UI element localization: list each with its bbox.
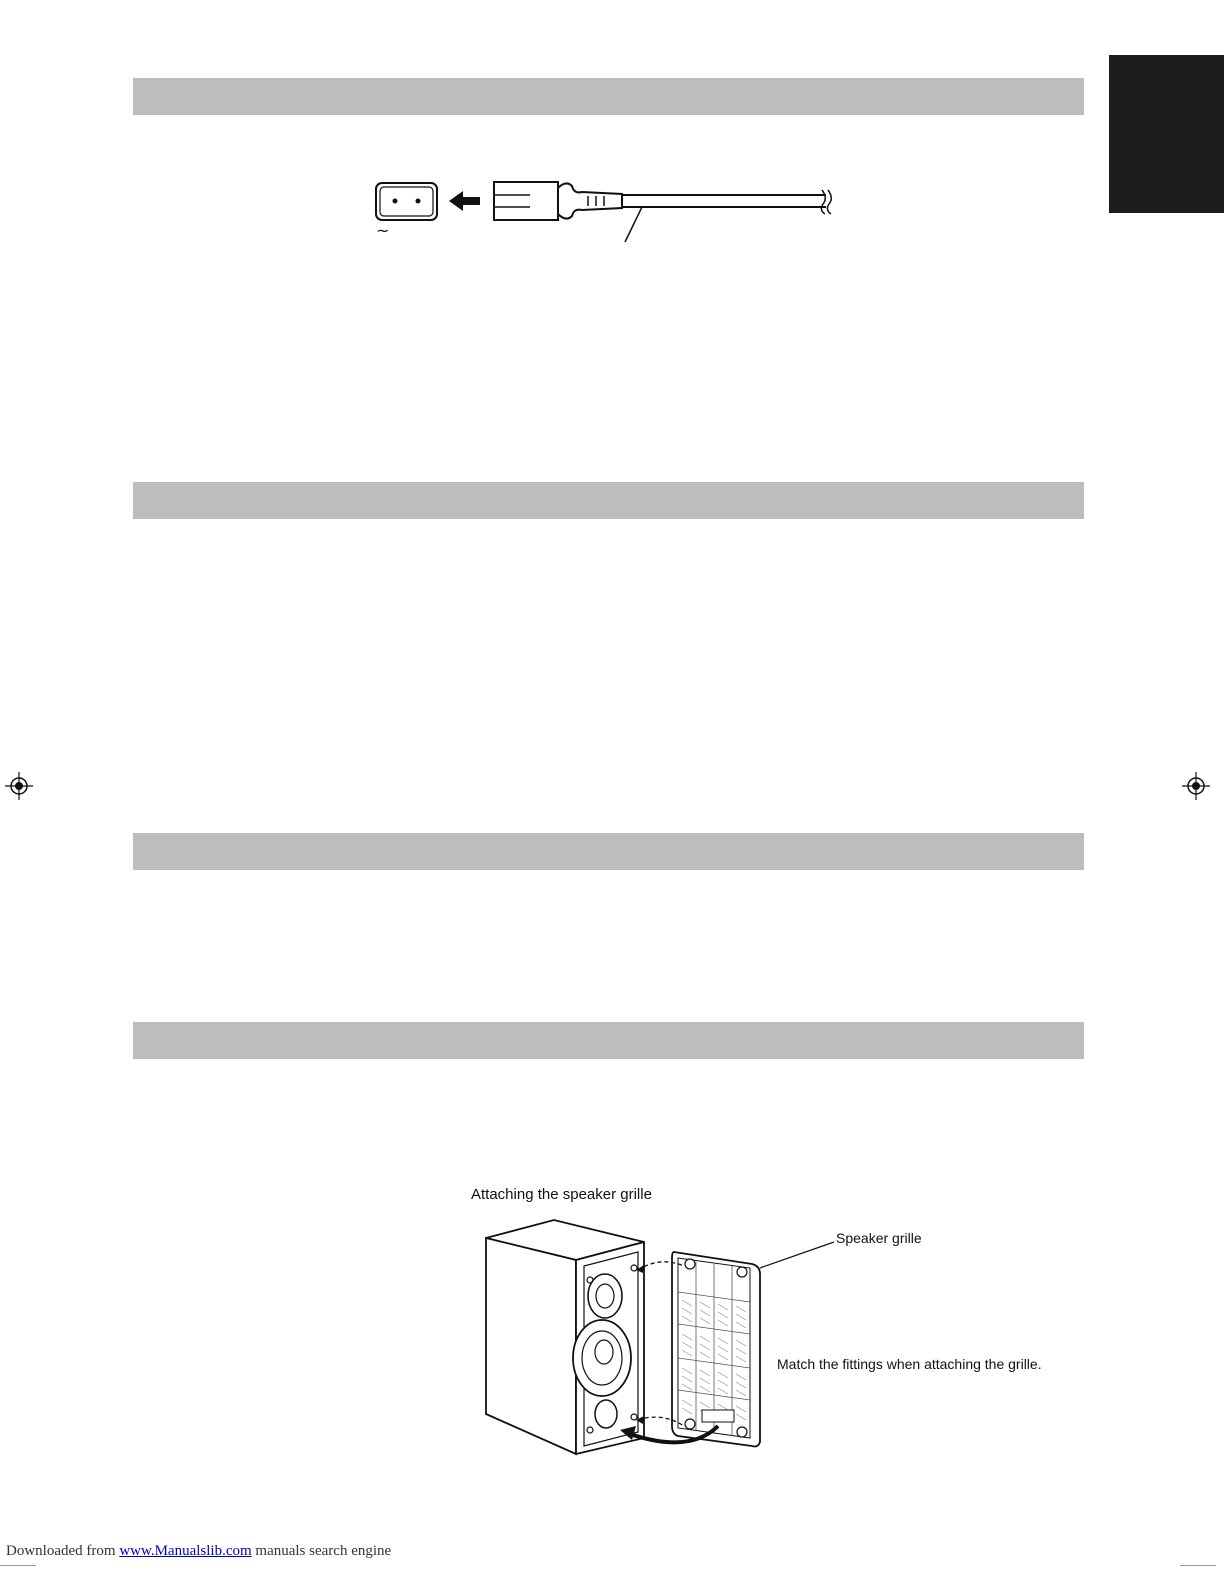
figure-caption: Attaching the speaker grille <box>471 1186 652 1203</box>
speaker-grille-label: Speaker grille <box>836 1230 922 1246</box>
footer <box>6 1543 391 1560</box>
left-arrow-icon <box>449 191 480 211</box>
crosshair-icon <box>5 772 33 800</box>
ac-inlet-icon <box>376 183 437 220</box>
power-cord-diagram <box>360 170 840 250</box>
power-cord-icon <box>494 182 831 242</box>
footer-suffix: manuals search engine <box>251 1543 392 1559</box>
section-header-band-4 <box>133 1022 1084 1059</box>
match-fittings-label: Match the fittings when attaching the grille. <box>777 1356 1042 1372</box>
speaker-illustration <box>480 1212 850 1462</box>
manualslib-link[interactable]: www.Manualslib.com <box>119 1543 252 1559</box>
footer-prefix: Downloaded from <box>6 1543 120 1559</box>
crosshair-icon <box>1182 772 1210 800</box>
trim-mark-left <box>0 1565 36 1566</box>
speaker-cabinet <box>486 1220 644 1454</box>
trim-mark-right <box>1180 1565 1216 1566</box>
speaker-grille <box>672 1252 760 1447</box>
section-header-band-3 <box>133 833 1084 870</box>
language-tab <box>1109 55 1224 213</box>
section-header-band-1 <box>133 78 1084 115</box>
ac-symbol: ~ <box>376 221 390 240</box>
section-header-band-2 <box>133 482 1084 519</box>
grille-leader-line <box>760 1242 834 1268</box>
